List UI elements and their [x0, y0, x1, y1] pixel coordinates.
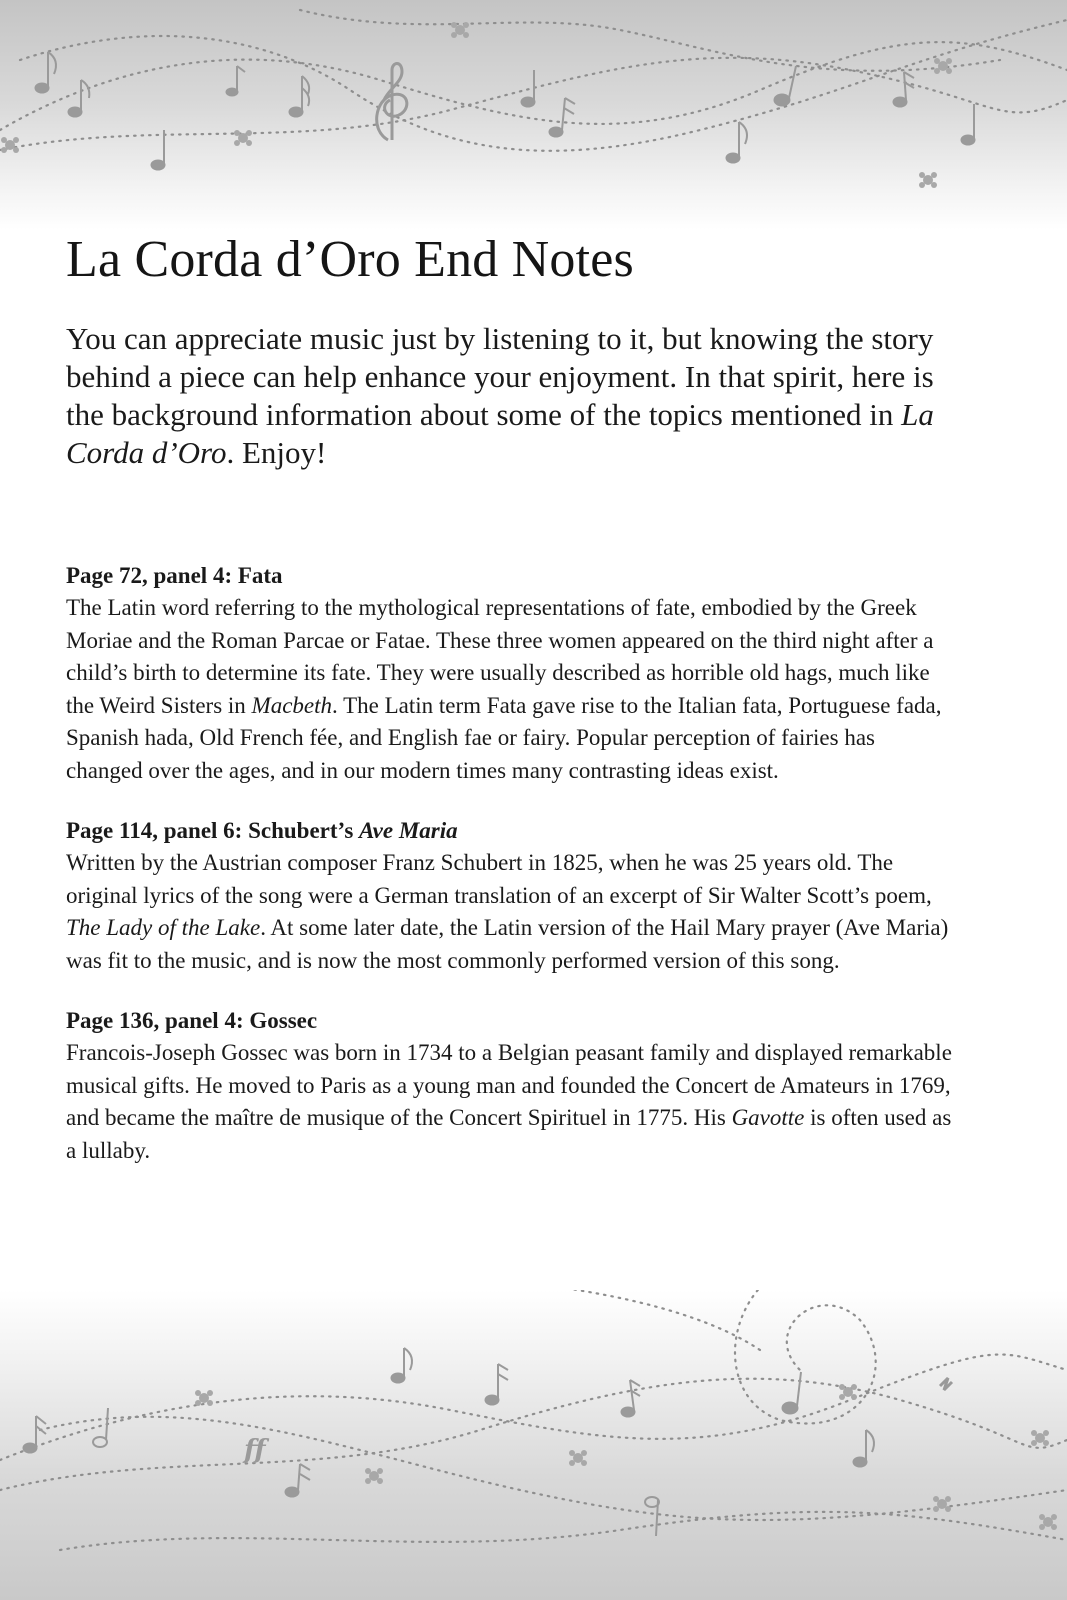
music-note-icon [391, 1348, 412, 1383]
note-body-italic: Gavotte [731, 1105, 805, 1130]
note-heading [66, 1005, 956, 1037]
note-body [66, 1037, 956, 1167]
dynamic-mark: ff [244, 1435, 266, 1465]
intro-italic-title: La Corda d’Oro [66, 397, 934, 470]
page-title: La Corda d’Oro End Notes [66, 231, 634, 288]
note-heading [66, 815, 956, 847]
note-heading-text: Page 114, panel 6: Schubert’s [66, 818, 360, 843]
music-note-icon [485, 1364, 508, 1405]
note-body-text-end: is often used as a lullaby. [66, 1105, 952, 1163]
music-note-icon [35, 52, 56, 93]
music-note-icon [549, 98, 575, 137]
note-body [66, 847, 956, 977]
note-body-text-end: . At some later date, the Latin version of the Hail Mary prayer (Ave Maria) was fit to the music, and is now the most commonly performed version of this song. [66, 915, 949, 973]
music-note-icon [289, 76, 309, 117]
flower-icon [1, 137, 19, 153]
flower-icon [933, 1496, 951, 1512]
music-note-icon [940, 1378, 952, 1390]
main-content [66, 230, 966, 472]
end-note-item [66, 815, 956, 977]
note-body-text-end: . The Latin term Fata gave rise to the Italian fata, Portuguese fada, Spanish hada, Old French fée, and English fae or fairy. Popular perception of fairies has changed over the ages, and in our modern times many contrasting ideas exist. [66, 692, 942, 783]
flower-icon [1031, 1430, 1049, 1446]
top-decorative-band [0, 0, 1067, 230]
music-note-icon [226, 66, 245, 96]
note-body [66, 592, 956, 787]
intro-text-end: . Enjoy! [226, 435, 327, 470]
end-note-item [66, 560, 956, 787]
music-note-icon [961, 104, 975, 145]
music-note-icon [645, 1497, 659, 1536]
music-note-icon [782, 1372, 801, 1414]
flower-icon [451, 22, 469, 38]
note-body-text: Francois-Joseph Gossec was born in 1734 to a Belgian peasant family and displayed remarkable musical gifts. He moved to Paris as a young man and founded the Concert de Amateurs in 1769, and became the maître de musique of the Concert Spirituel in 1775. His [66, 1040, 952, 1130]
music-note-icon [621, 1380, 640, 1417]
note-heading-italic: Ave Maria [359, 818, 458, 843]
note-heading [66, 560, 956, 592]
top-music-swirls [0, 0, 1067, 230]
bottom-decorative-band [0, 1290, 1067, 1600]
music-note-icon [93, 1408, 108, 1447]
note-body-italic: Macbeth [251, 692, 333, 718]
flower-icon [365, 1468, 383, 1484]
music-note-icon [853, 1430, 874, 1467]
flower-icon [234, 130, 252, 146]
intro-text: You can appreciate music just by listening to it, but knowing the story behind a piece can help enhance your enjoyment. In that spirit, here is the background information about some of the topics mentioned in [66, 321, 934, 432]
note-heading-text: Page 136, panel 4: Gossec [66, 1008, 318, 1033]
music-note-icon [285, 1464, 310, 1497]
music-note-icon [774, 66, 796, 106]
music-note-icon [23, 1416, 46, 1453]
end-note-item [66, 1005, 956, 1167]
flower-icon [569, 1450, 587, 1466]
end-notes-list [66, 560, 956, 1195]
flower-icon [1039, 1514, 1057, 1530]
music-note-icon [893, 72, 914, 107]
note-body-text: Written by the Austrian composer Franz Schubert in 1825, when he was 25 years old. The original lyrics of the song were a German translation of an excerpt of Sir Walter Scott’s poem, [66, 850, 932, 908]
treble-clef-icon [377, 64, 407, 141]
music-note-icon [68, 80, 89, 117]
note-heading-text: Page 72, panel 4: Fata [66, 563, 283, 588]
flower-icon [919, 172, 937, 188]
flower-icon [839, 1384, 857, 1400]
note-body-text: The Latin word referring to the mythological representations of fate, embodied by the Greek Moriae and the Roman Parcae or Fatae. These three women appeared on the third night after a child’s birth to determine its fate. They were usually described as horrible old hags, much like the Weird Sisters in [66, 595, 934, 718]
music-note-icon [726, 122, 747, 163]
note-body-italic: The Lady of the Lake [66, 915, 261, 940]
bottom-music-swirls [0, 1290, 1067, 1600]
intro-paragraph [66, 320, 966, 472]
flower-icon [934, 58, 952, 74]
